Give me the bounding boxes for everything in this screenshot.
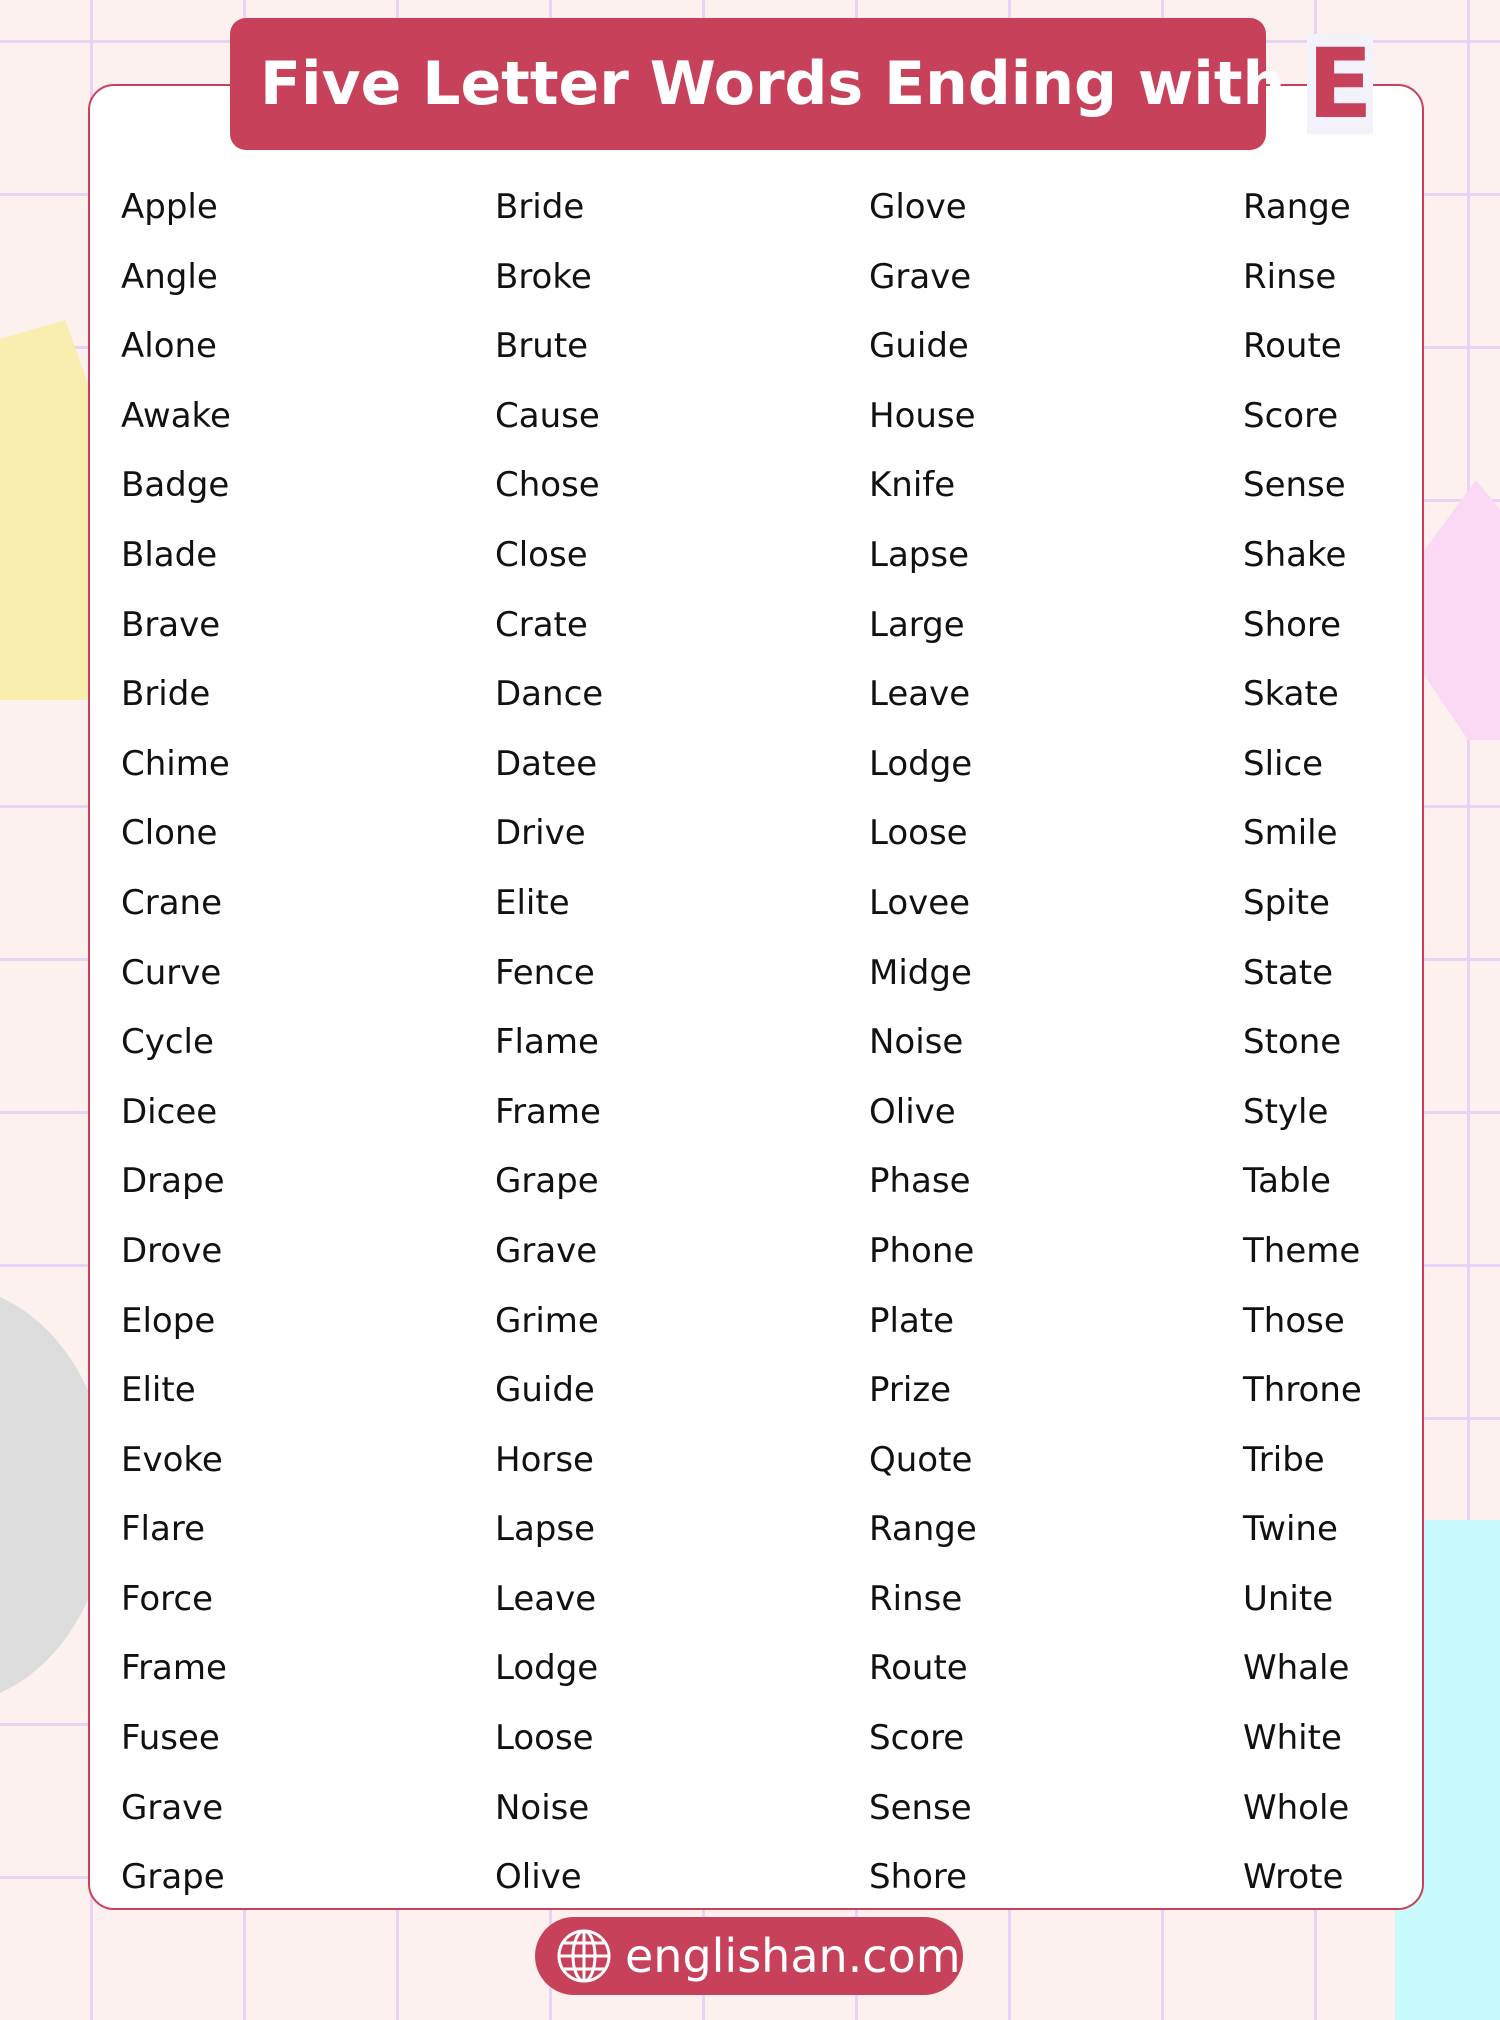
word-item: Evoke [121,1439,223,1480]
word-item: Drive [495,813,586,854]
word-item: Slice [1243,743,1324,784]
word-item: Knife [869,465,956,506]
word-item: Grave [495,1230,598,1271]
word-item: Skate [1243,674,1339,715]
word-item: Phase [869,1161,971,1202]
word-item: Sense [869,1787,972,1828]
footer-site-link[interactable]: englishan.com [625,1929,961,1983]
word-item: Horse [495,1439,594,1480]
word-item: Range [869,1509,977,1550]
word-item: Range [1243,187,1351,227]
word-item: Leave [495,1578,597,1619]
word-item: Guide [495,1370,595,1411]
word-item: Score [869,1718,965,1759]
footer-site-badge[interactable] [535,1917,963,1995]
word-item: Olive [495,1857,582,1898]
word-item: Spite [1243,882,1330,923]
word-item: Table [1243,1161,1331,1202]
word-item: Wrote [1243,1857,1344,1898]
word-item: Phone [869,1230,975,1271]
word-item: State [1243,952,1333,993]
word-item: Whole [1243,1787,1350,1828]
word-item: Chime [121,743,230,784]
word-item: Grape [121,1857,225,1898]
word-item: Noise [869,1022,964,1063]
word-item: Drape [121,1161,225,1202]
word-item: Close [495,534,588,575]
word-item: Cycle [121,1022,214,1063]
word-item: Plate [869,1300,955,1341]
word-item: Lapse [869,534,969,575]
word-item: Sense [1243,465,1346,506]
word-item: Midge [869,952,972,993]
word-item: Alone [121,326,217,367]
word-grid [121,175,1381,1915]
word-item: Tribe [1243,1439,1325,1480]
word-item: Unite [1243,1578,1334,1619]
word-item: Flare [121,1509,205,1550]
word-item: Force [121,1578,213,1619]
page-title: Five Letter Words Ending with [260,49,1286,119]
word-item: House [869,395,976,436]
word-item: Score [1243,395,1339,436]
word-item: Cause [495,395,600,436]
word-item: Brute [495,326,589,367]
word-item: Grave [121,1787,224,1828]
word-item: Theme [1243,1230,1361,1271]
word-item: Quote [869,1439,973,1480]
word-item: Lodge [495,1648,599,1689]
word-item: Route [1243,326,1342,367]
word-item: Shake [1243,534,1347,575]
word-item: Elite [121,1370,196,1411]
word-item: Curve [121,952,222,993]
word-item: Grape [495,1161,599,1202]
word-item: Those [1243,1300,1345,1341]
word-item: Broke [495,256,592,297]
word-item: Grime [495,1300,599,1341]
word-item: Olive [869,1091,956,1132]
word-item: Dance [495,674,604,715]
word-item: Datee [495,743,598,784]
word-item: Flame [495,1022,599,1063]
word-item: Prize [869,1370,952,1411]
word-item: Glove [869,187,967,227]
word-item: Bride [495,187,585,227]
word-item: Drove [121,1230,223,1271]
word-item: Bride [121,674,211,715]
word-item: Brave [121,604,221,645]
word-item: Smile [1243,813,1338,854]
word-item: Lodge [869,743,973,784]
word-item: Loose [869,813,968,854]
word-item: Crate [495,604,588,645]
word-item: Shore [869,1857,968,1898]
word-item: Frame [495,1091,601,1132]
word-item: Angle [121,256,218,297]
word-item: Awake [121,395,231,436]
word-item: Elite [495,882,570,923]
word-item: Grave [869,256,972,297]
word-item: Frame [121,1648,227,1689]
word-item: Throne [1243,1370,1362,1411]
word-item: Badge [121,465,230,506]
word-item: Elope [121,1300,216,1341]
title-letter-badge: E [1307,28,1373,140]
word-item: White [1243,1718,1342,1759]
word-item: Large [869,604,965,645]
word-item: Chose [495,465,600,506]
word-item: Rinse [869,1578,963,1619]
word-item: Shore [1243,604,1342,645]
word-item: Route [869,1648,968,1689]
word-item: Twine [1243,1509,1338,1550]
word-item: Loose [495,1718,594,1759]
word-item: Leave [869,674,971,715]
word-item: Crane [121,882,223,923]
title-banner [230,18,1373,150]
word-item: Whale [1243,1648,1350,1689]
word-item: Blade [121,534,218,575]
word-item: Fence [495,952,595,993]
word-item: Fusee [121,1718,220,1759]
word-item: Lovee [869,882,971,923]
word-item: Stone [1243,1022,1342,1063]
word-item: Noise [495,1787,590,1828]
word-item: Rinse [1243,256,1337,297]
word-item: Guide [869,326,969,367]
word-item: Clone [121,813,218,854]
globe-icon [555,1927,613,1985]
word-item: Dicee [121,1091,218,1132]
word-item: Apple [121,187,218,227]
word-item: Style [1243,1091,1329,1132]
word-item: Lapse [495,1509,595,1550]
